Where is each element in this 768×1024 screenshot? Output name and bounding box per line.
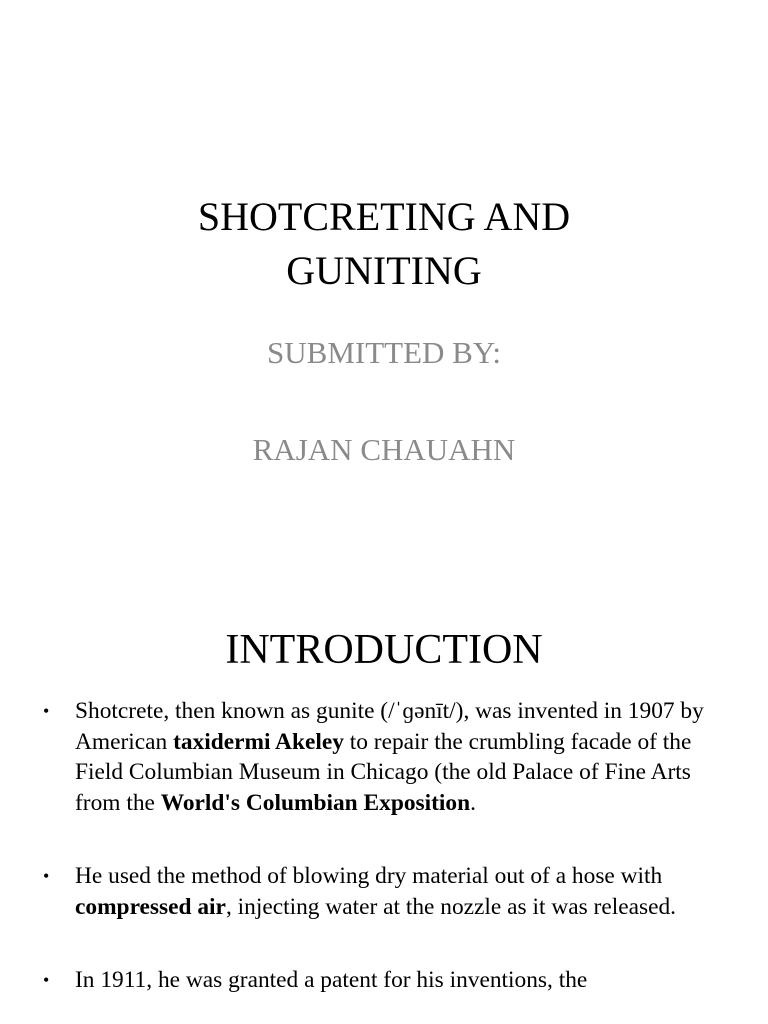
introduction-bullet-list [0, 696, 768, 1024]
bullet-1-text-b: to repair the crumbling facade of the Field Columbian Museum in Chicago (the old Palace of Fine Arts from the [75, 728, 692, 816]
bullet-dot-icon: • [43, 701, 50, 721]
bullet-1-bold-b: World's Columbian Exposition [160, 789, 471, 816]
slide-title-line-1: SHOTCRETING AND [197, 194, 571, 239]
bullet-2-text-b: , injecting water at the nozzle as it was released. [225, 893, 677, 920]
slide-title [0, 190, 768, 298]
bullet-1-text-c: . [470, 789, 476, 816]
introduction-heading: INTRODUCTION [225, 627, 543, 673]
submitted-by-label: SUBMITTED BY: [267, 335, 501, 370]
bullet-item-1 [0, 696, 768, 818]
bullet-1-bold-a: taxidermi Akeley [173, 728, 344, 755]
bullet-dot-icon: • [43, 970, 50, 990]
bullet-2-text-a: He used the method of blowing dry material out of a hose with [75, 863, 663, 889]
bullet-dot-icon: • [43, 866, 50, 886]
bullet-item-2 [0, 861, 768, 922]
author-name: RAJAN CHAUAHN [252, 432, 516, 467]
bullet-2-bold-a: compressed air [75, 893, 226, 920]
bullet-3-text-a: In 1911, he was granted a patent for his inventions, the [75, 967, 588, 993]
slide-title-line-2: GUNITING [286, 248, 482, 293]
bullet-1-text-a: Shotcrete, then known as gunite (/ˈɡənīt/), was invented in 1907 by American [75, 698, 704, 755]
bullet-item-3 [0, 965, 768, 996]
